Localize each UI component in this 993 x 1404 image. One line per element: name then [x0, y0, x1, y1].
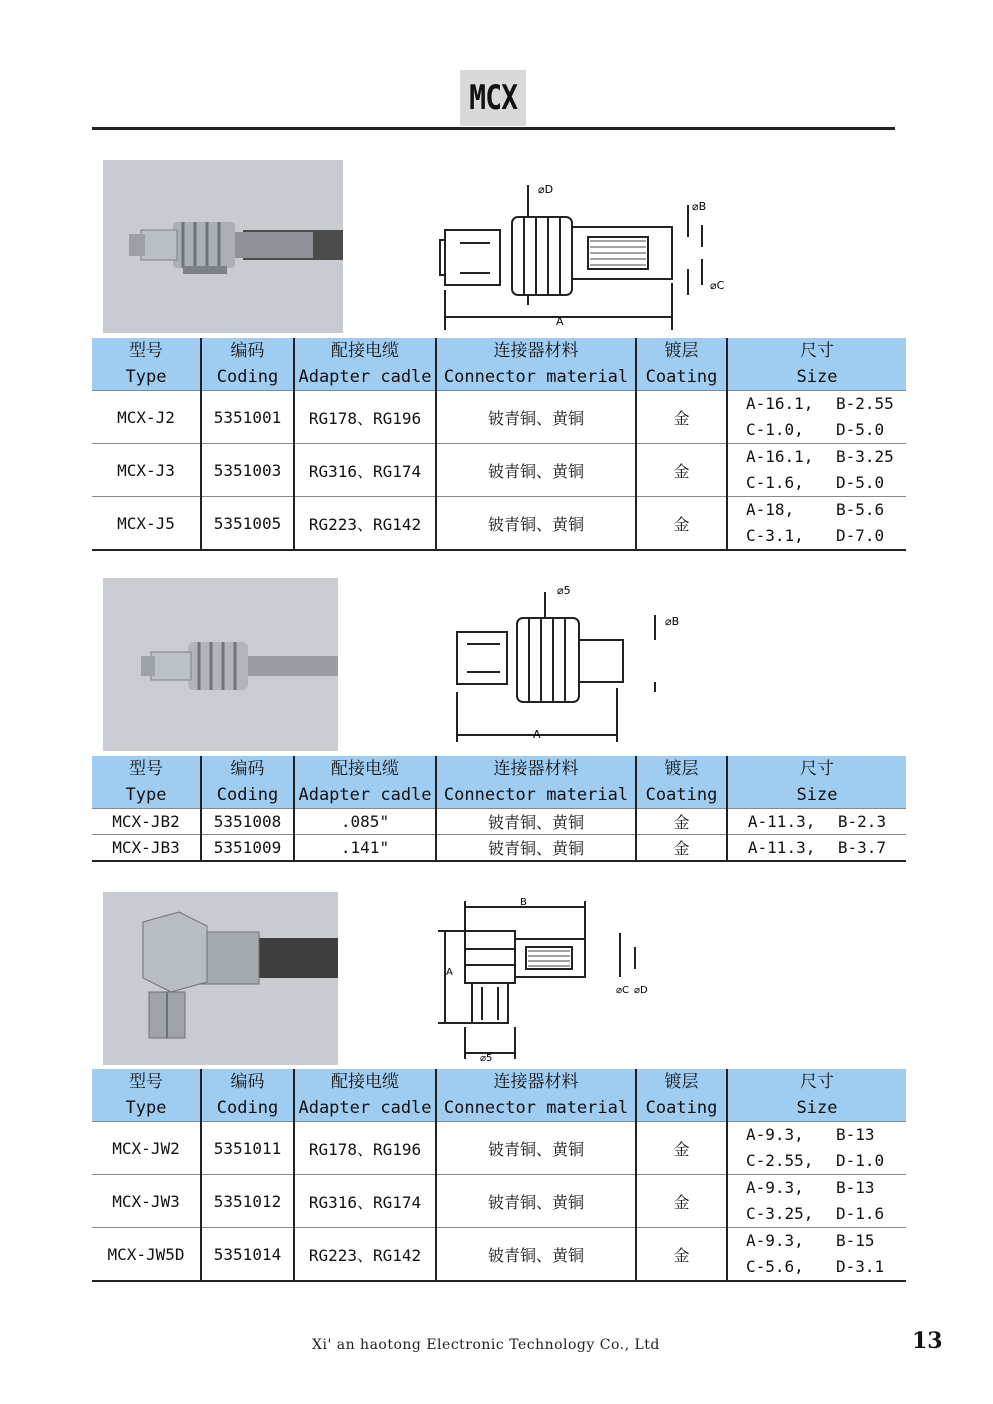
header-material: 连接器材料 Connector material: [436, 756, 636, 809]
table-row: [92, 1228, 906, 1282]
cell-coding: 5351008: [201, 809, 294, 835]
label-diameter-b: ⌀B: [665, 615, 680, 628]
cell-material: 铍青铜、黄铜: [436, 1122, 636, 1175]
table-row: [92, 1175, 906, 1228]
label-diameter-c: ⌀C: [616, 985, 630, 996]
cell-coding: 5351011: [201, 1122, 294, 1175]
header-coating: 镀层 Coating: [636, 338, 727, 391]
label-diameter-b: ⌀B: [692, 200, 707, 213]
table-header-row: [92, 338, 906, 391]
cell-cable: .141": [294, 835, 436, 862]
cell-size: A-18, B-5.6 C-3.1, D-7.0: [727, 497, 906, 551]
dimension-drawing-right-angle-plug: [430, 895, 660, 1065]
header-type: 型号 Type: [92, 338, 201, 391]
cell-coding: 5351012: [201, 1175, 294, 1228]
label-diameter-c: ⌀C: [710, 279, 725, 292]
cell-coating: 金: [636, 391, 727, 444]
cell-cable: RG178、RG196: [294, 391, 436, 444]
header-coding: 编码 Coding: [201, 1069, 294, 1122]
header-size: 尺寸 Size: [727, 338, 906, 391]
cell-type: MCX-J3: [92, 444, 201, 497]
spec-table-1: [92, 338, 906, 551]
cell-type: MCX-J5: [92, 497, 201, 551]
dimension-drawing-bulkhead-plug: [445, 580, 705, 745]
product-photo-straight-plug: [103, 160, 343, 333]
table-row: [92, 835, 906, 862]
cell-coating: 金: [636, 444, 727, 497]
cell-cable: RG178、RG196: [294, 1122, 436, 1175]
cell-size: A-16.1, B-3.25 C-1.6, D-5.0: [727, 444, 906, 497]
table-row: [92, 444, 906, 497]
cell-coating: 金: [636, 1122, 727, 1175]
cell-type: MCX-JW3: [92, 1175, 201, 1228]
title-box: [460, 70, 526, 126]
header-size: 尺寸 Size: [727, 1069, 906, 1122]
label-height-a: A: [446, 967, 453, 978]
cell-cable: RG223、RG142: [294, 1228, 436, 1282]
cell-material: 铍青铜、黄铜: [436, 1175, 636, 1228]
product-photo-right-angle-plug: [103, 892, 338, 1065]
table-row: [92, 809, 906, 835]
cell-cable: RG223、RG142: [294, 497, 436, 551]
cell-size: A-9.3, B-13 C-2.55, D-1.0: [727, 1122, 906, 1175]
header-cable: 配接电缆 Adapter cadle: [294, 1069, 436, 1122]
footer-company-name: Xi' an haotong Electronic Technology Co., Ltd: [312, 1337, 660, 1353]
header-coding: 编码 Coding: [201, 338, 294, 391]
cell-coating: 金: [636, 1175, 727, 1228]
cell-material: 铍青铜、黄铜: [436, 809, 636, 835]
table-header-row: [92, 756, 906, 809]
cell-material: 铍青铜、黄铜: [436, 835, 636, 862]
cell-type: MCX-J2: [92, 391, 201, 444]
header-type: 型号 Type: [92, 756, 201, 809]
cell-coding: 5351009: [201, 835, 294, 862]
label-diameter-5: ⌀5: [557, 584, 571, 597]
title-rule: [92, 127, 895, 130]
header-coating: 镀层 Coating: [636, 1069, 727, 1122]
table-row: [92, 497, 906, 551]
page-title: MCX: [469, 78, 517, 118]
cell-coding: 5351003: [201, 444, 294, 497]
cell-coating: 金: [636, 835, 727, 862]
cell-material: 铍青铜、黄铜: [436, 391, 636, 444]
table-row: [92, 1122, 906, 1175]
cell-cable: RG316、RG174: [294, 444, 436, 497]
cell-coating: 金: [636, 809, 727, 835]
cell-coding: 5351001: [201, 391, 294, 444]
header-type: 型号 Type: [92, 1069, 201, 1122]
header-cable: 配接电缆 Adapter cadle: [294, 338, 436, 391]
cell-coding: 5351005: [201, 497, 294, 551]
header-coating: 镀层 Coating: [636, 756, 727, 809]
cell-size: A-9.3, B-15 C-5.6, D-3.1: [727, 1228, 906, 1282]
spec-table-2: [92, 756, 906, 862]
header-material: 连接器材料 Connector material: [436, 1069, 636, 1122]
table-row: [92, 391, 906, 444]
spec-table-3: [92, 1069, 906, 1282]
cell-cable: RG316、RG174: [294, 1175, 436, 1228]
label-length-b: B: [520, 897, 527, 908]
cell-size: A-16.1, B-2.55 C-1.0, D-5.0: [727, 391, 906, 444]
header-cable: 配接电缆 Adapter cadle: [294, 756, 436, 809]
dimension-drawing-straight-plug: [420, 165, 740, 335]
label-diameter-d: ⌀D: [538, 183, 554, 196]
label-length-a: A: [556, 315, 564, 328]
page-number: 13: [912, 1328, 943, 1354]
cell-size: A-11.3, B-3.7: [727, 835, 906, 862]
product-photo-bulkhead-plug: [103, 578, 338, 751]
label-length-a: A: [533, 728, 541, 741]
cell-type: MCX-JB3: [92, 835, 201, 862]
cell-coating: 金: [636, 1228, 727, 1282]
label-diameter-5: ⌀5: [480, 1053, 493, 1064]
cell-coding: 5351014: [201, 1228, 294, 1282]
cell-material: 铍青铜、黄铜: [436, 497, 636, 551]
cell-type: MCX-JW2: [92, 1122, 201, 1175]
cell-type: MCX-JW5D: [92, 1228, 201, 1282]
cell-material: 铍青铜、黄铜: [436, 444, 636, 497]
cell-cable: .085": [294, 809, 436, 835]
cell-size: A-11.3, B-2.3: [727, 809, 906, 835]
cell-material: 铍青铜、黄铜: [436, 1228, 636, 1282]
cell-type: MCX-JB2: [92, 809, 201, 835]
table-header-row: [92, 1069, 906, 1122]
header-coding: 编码 Coding: [201, 756, 294, 809]
cell-size: A-9.3, B-13 C-3.25, D-1.6: [727, 1175, 906, 1228]
cell-coating: 金: [636, 497, 727, 551]
header-size: 尺寸 Size: [727, 756, 906, 809]
header-material: 连接器材料 Connector material: [436, 338, 636, 391]
label-diameter-d: ⌀D: [634, 985, 648, 996]
